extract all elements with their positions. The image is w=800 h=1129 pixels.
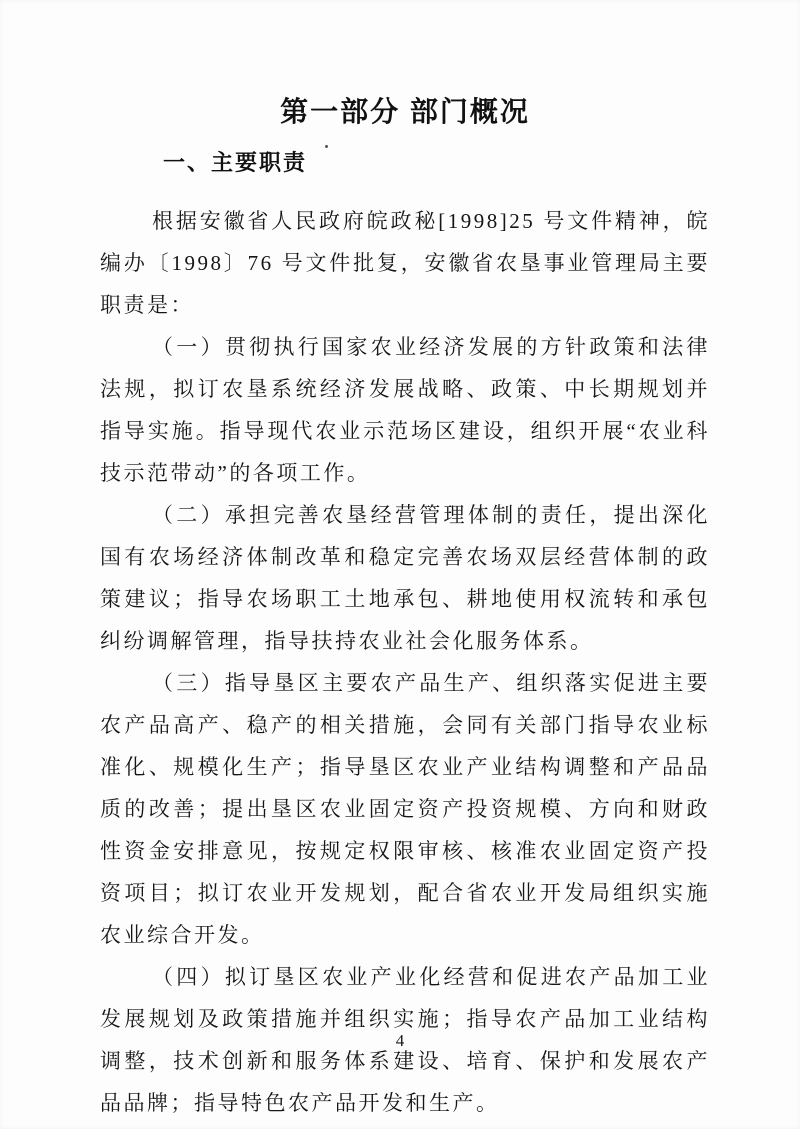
paragraph-item-1: （一）贯彻执行国家农业经济发展的方针政策和法律法规，拟订农垦系统经济发展战略、政策、中长期规划并指导实施。指导现代农业示范场区建设，组织开展“农业科技示范带动”的各项工作。 [100,335,710,485]
paragraph-item-3: （三）指导垦区主要农产品生产、组织落实促进主要农产品高产、稳产的相关措施，会同有关部门指导农业标准化、规模化生产；指导垦区农业产业结构调整和产品品质的改善；提出垦区农业固定资产投资规模、方向和财政性资金安排意见，按规定权限审核、核准农业固定资产投资项目；拟订农业开发规划，配合省农业开发局组织实施农业综合开发。 [100,671,710,947]
document-title: 第一部分 部门概况 [280,96,530,127]
page-number: 4 [395,1031,405,1050]
section-heading: 一、主要职责 [163,150,308,175]
paragraph-item-2: （二）承担完善农垦经营管理体制的责任，提出深化国有农场经济体制改革和稳定完善农场双层经营体制的政策建议；指导农场职工土地承包、耕地使用权流转和承包纠纷调解管理，指导扶持农业社会化服务体系。 [100,503,710,653]
paragraph-item-4: （四）拟订垦区农业产业化经营和促进农产品加工业发展规划及政策措施并组织实施；指导农产品加工业结构调整，技术创新和服务体系建设、培育、保护和发展农产品品牌；指导特色农产品开发和生产。 [100,965,710,1115]
paragraph-intro: 根据安徽省人民政府皖政秘[1998]25 号文件精神，皖编办〔1998〕76 号文件批复，安徽省农垦事业管理局主要职责是： [100,209,710,317]
